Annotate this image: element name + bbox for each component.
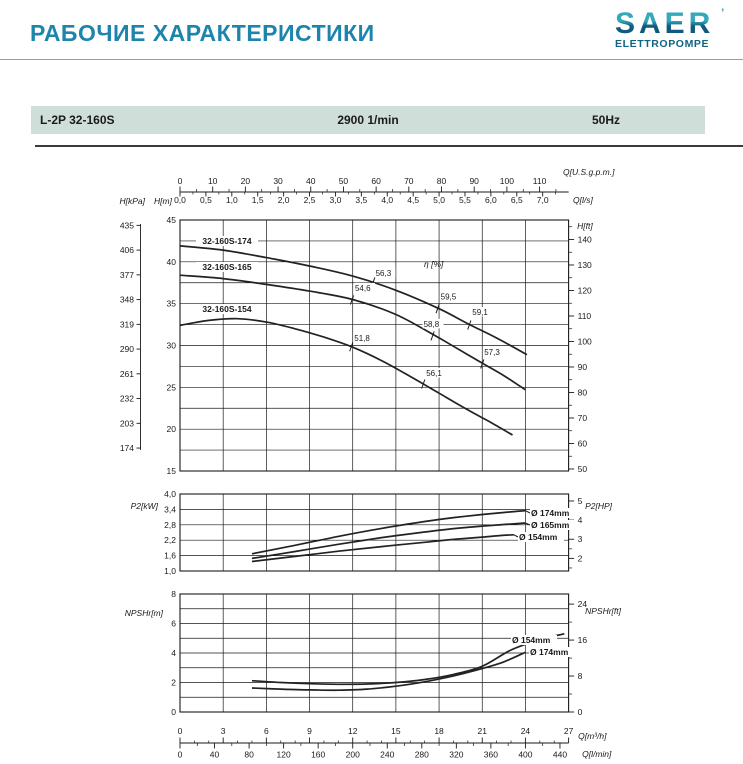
axis-tick-label: 8 [171,589,176,599]
axis-tick-label: 90 [469,176,479,186]
axis-tick-label: 70 [577,412,588,423]
axis-tick-label: 18 [434,726,444,736]
axis-tick-label: 140 [577,234,592,245]
axis-label-h-m: H[m] [154,196,172,206]
axis-tick-label: 5 [577,495,583,506]
axis-tick-label: 120 [577,285,592,296]
curve-label: 32-160S-174 [202,236,252,246]
curve-label: 32-160S-165 [202,262,252,272]
axis-label-h-kpa: H[kPa] [119,196,145,206]
axis-tick-label: 20 [166,424,176,435]
axis-tick-label: 3 [220,726,226,736]
page-title: РАБОЧИЕ ХАРАКТЕРИСТИКИ [30,20,375,46]
axis-tick-label: 0 [177,726,183,736]
axis-label-p2-hp: P2[HP] [585,501,613,511]
axis-tick-label: 80 [244,749,254,760]
axis-tick-label: 3,0 [329,195,342,205]
axis-tick-label: 2,8 [164,519,176,530]
axis-tick-label: 360 [483,749,498,760]
curve-label: 32-160S-154 [202,304,252,314]
axis-tick-label: 232 [119,393,134,404]
axis-tick-label: 50 [577,463,588,474]
curve-label: Ø 174mm [531,508,570,518]
axis-tick-label: 5,5 [459,195,471,205]
axis-tick-label: 25 [166,382,176,393]
axis-label-lmin: Q[l/min] [582,749,612,759]
axis-tick-label: 4,5 [407,195,420,205]
axis-label-h-ft: H[ft] [577,221,593,231]
axis-tick-label: 1,0 [225,195,238,205]
axis-tick-label: 0 [177,176,183,186]
axis-tick-label: 15 [166,466,176,476]
axis-label-p2-kw: P2[kW] [130,501,158,511]
axis-tick-label: 6,5 [510,195,523,205]
axis-tick-label: 15 [391,726,401,736]
axis-tick-label: 3,5 [355,195,368,205]
axis-tick-label: 80 [577,387,588,398]
pump-model: L-2P 32-160S [40,113,115,127]
efficiency-axis-label: η [%] [424,259,444,269]
axis-tick-label: 1,6 [164,550,176,561]
logo-wordmark: SAER [615,7,715,40]
label-connector [514,535,518,537]
npshr-curve-Ø 174mm [252,652,525,690]
axis-tick-label: 203 [119,418,134,429]
axis-tick-label: 20 [240,176,251,186]
efficiency-value: 57,3 [484,347,500,357]
axis-tick-label: 4,0 [164,489,176,499]
axis-tick-label: 0 [171,707,176,717]
axis-tick-label: 24 [577,599,588,610]
axis-label-npshr-ft: NPSHr[ft] [585,606,622,616]
efficiency-value: 59,5 [440,292,457,302]
efficiency-value: 54,6 [354,283,371,293]
curve-label: Ø 174mm [530,647,569,657]
axis-tick-label: 2,0 [277,195,290,205]
axis-tick-label: 400 [518,749,533,760]
axis-tick-label: 110 [532,176,547,186]
curve-label: Ø 154mm [512,635,551,645]
axis-tick-label: 40 [306,176,316,186]
axis-tick-label: 240 [380,749,395,760]
axis-tick-label: 1,0 [164,566,176,576]
axis-tick-label: 6,0 [484,195,497,205]
pump-frequency: 50Hz [591,113,620,127]
axis-tick-label: 45 [166,215,176,225]
axis-tick-label: 2,5 [303,195,316,205]
efficiency-value: 56,3 [375,269,392,279]
axis-tick-label: 3,4 [164,504,176,515]
axis-tick-label: 2 [577,553,583,564]
axis-tick-label: 9 [307,726,312,736]
axis-tick-label: 174 [119,443,134,454]
axis-tick-label: 0 [577,707,583,717]
axis-tick-label: 40 [166,256,176,267]
axis-label-usgpm: Q[U.S.g.p.m.] [563,167,615,177]
axis-tick-label: 30 [273,176,283,186]
axis-tick-label: 348 [119,294,134,305]
efficiency-value: 56,1 [426,368,442,378]
axis-tick-label: 6 [263,726,269,736]
axis-tick-label: 120 [276,749,291,760]
axis-tick-label: 35 [166,298,176,309]
axis-tick-label: 10 [207,176,218,186]
axis-tick-label: 110 [577,310,592,321]
efficiency-value: 59,1 [472,308,488,318]
axis-tick-label: 24 [520,726,531,736]
axis-tick-label: 80 [436,176,447,186]
axis-label-npshr-m: NPSHr[m] [124,608,163,618]
axis-tick-label: 280 [414,749,429,760]
axis-tick-label: 440 [552,749,568,760]
axis-tick-label: 4,0 [381,195,394,205]
axis-tick-label: 6 [171,618,176,629]
curve-label: Ø 165mm [531,520,570,530]
axis-tick-label: 1,5 [251,195,264,205]
p2-curve-Ø 174mm [252,511,525,554]
axis-tick-label: 160 [311,749,326,760]
axis-tick-label: 0,0 [174,195,186,205]
logo-subtitle: ELETTROPOMPE [615,38,710,50]
axis-tick-label: 27 [563,726,574,736]
axis-tick-label: 0,5 [199,195,212,205]
axis-tick-label: 90 [577,361,588,372]
curve-label: Ø 154mm [519,532,558,542]
chart-frame [180,494,569,571]
axis-tick-label: 290 [119,344,134,355]
axis-tick-label: 40 [209,749,220,760]
axis-tick-label: 7,0 [536,195,549,205]
head-curve-32-160S-154 [180,319,513,435]
axis-tick-label: 60 [577,438,588,449]
p2-curve-Ø 165mm [252,523,525,558]
axis-tick-label: 3 [577,534,583,545]
axis-tick-label: 4 [577,515,583,526]
pump-speed: 2900 1/min [337,113,399,127]
efficiency-value: 51,8 [354,333,370,343]
efficiency-value: 58,8 [423,319,440,329]
axis-tick-label: 0 [177,749,183,760]
logo-trademark: ’ [721,6,725,20]
axis-label-ls: Q[l/s] [573,195,593,205]
axis-tick-label: 2 [171,677,176,688]
axis-tick-label: 50 [338,176,349,186]
axis-tick-label: 320 [449,749,464,760]
axis-tick-label: 319 [119,319,134,330]
axis-tick-label: 4 [171,648,176,658]
axis-tick-label: 261 [119,368,134,379]
axis-tick-label: 5,0 [433,195,445,205]
p2-curve-Ø 154mm [252,535,514,562]
axis-tick-label: 406 [119,245,134,256]
axis-label-m3h: Q[m³/h] [578,731,607,741]
axis-tick-label: 16 [577,635,588,646]
axis-tick-label: 60 [371,176,381,186]
label-connector [525,511,530,513]
axis-tick-label: 2,2 [164,535,176,546]
axis-tick-label: 435 [119,220,134,231]
axis-tick-label: 21 [477,726,487,736]
axis-tick-label: 70 [404,176,414,186]
axis-tick-label: 377 [119,269,134,280]
axis-tick-label: 30 [166,340,176,351]
axis-tick-label: 12 [347,726,358,736]
axis-tick-label: 200 [345,749,360,760]
axis-tick-label: 130 [577,259,592,270]
axis-tick-label: 100 [499,176,514,186]
axis-tick-label: 100 [577,336,592,347]
axis-tick-label: 8 [577,671,583,682]
